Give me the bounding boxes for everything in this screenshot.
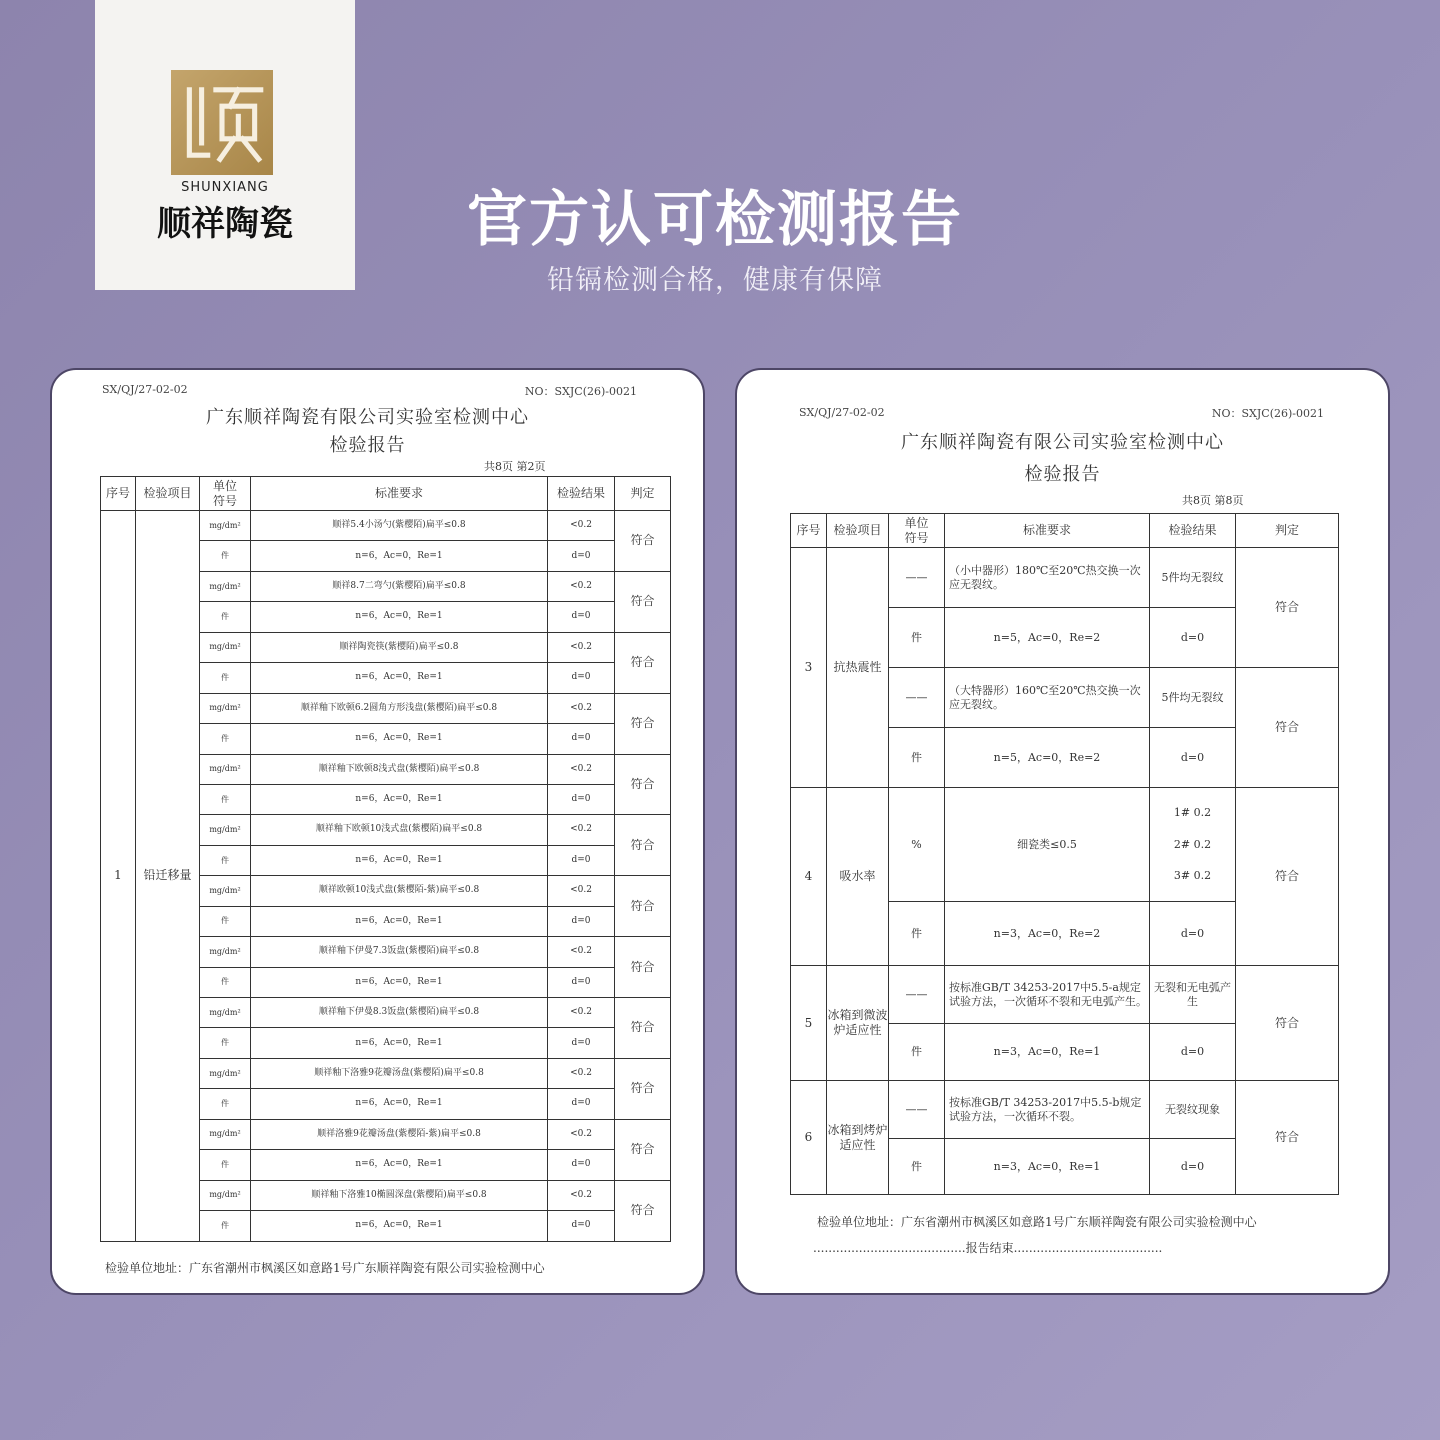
row-verdict: 符合 (1236, 668, 1339, 788)
row-requirement: 顺祥釉下伊曼7.3饭盘(紫樱陌)扁平≤0.8 (251, 937, 548, 967)
row-requirement: （大特器形）160℃至20℃热交换一次应无裂纹。 (945, 668, 1150, 728)
row-verdict: 符合 (615, 815, 671, 876)
row-requirement: n=6，Ac=0，Re=1 (251, 663, 548, 693)
table-row (791, 548, 1339, 608)
header-seq: 序号 (791, 514, 827, 548)
row-verdict: 符合 (1236, 548, 1339, 668)
row-result: <0.2 (548, 1119, 615, 1149)
row-result: d=0 (548, 602, 615, 632)
header-unit: 单位 符号 (889, 514, 945, 548)
right-report-card (735, 368, 1390, 1295)
doc-end-line (813, 1239, 1162, 1256)
row-requirement: n=6，Ac=0，Re=1 (251, 724, 548, 754)
row-verdict: 符合 (615, 1180, 671, 1241)
row-unit: mg/dm² (200, 937, 251, 967)
row-requirement: n=3，Ac=0，Re=1 (945, 1139, 1150, 1195)
row-result: <0.2 (548, 693, 615, 723)
row-result: d=0 (548, 1089, 615, 1119)
row-item: 冰箱到微波炉适应性 (827, 966, 889, 1081)
row-seq: 4 (791, 788, 827, 966)
row-requirement: n=6，Ac=0，Re=1 (251, 906, 548, 936)
row-unit: —— (889, 966, 945, 1024)
row-requirement: 顺祥欧顿10浅式盘(紫樱陌-紫)扁平≤0.8 (251, 876, 548, 906)
row-result: d=0 (1150, 1024, 1236, 1081)
row-unit: —— (889, 668, 945, 728)
row-unit: mg/dm² (200, 998, 251, 1028)
row-result: <0.2 (548, 876, 615, 906)
row-requirement: n=5，Ac=0，Re=2 (945, 608, 1150, 668)
row-result: d=0 (1150, 1139, 1236, 1195)
row-unit: 件 (889, 608, 945, 668)
row-requirement: 顺祥5.4小汤勺(紫樱陌)扁平≤0.8 (251, 511, 548, 541)
row-unit: 件 (200, 1211, 251, 1241)
row-verdict: 符合 (1236, 966, 1339, 1081)
page-subheadline: 铅镉检测合格，健康有保障 (547, 265, 883, 296)
brand-chinese-name: 顺祥陶瓷 (157, 204, 293, 244)
row-unit: 件 (200, 906, 251, 936)
brand-logo-panel (95, 0, 355, 290)
row-unit: 件 (889, 1024, 945, 1081)
doc-code: SX/QJ/27-02-02 (799, 406, 885, 419)
row-requirement: 顺祥釉下欧顿6.2圆角方形浅盘(紫樱陌)扁平≤0.8 (251, 693, 548, 723)
row-unit: 件 (200, 1089, 251, 1119)
row-result: d=0 (548, 724, 615, 754)
brand-latin-name: SHUNXIANG (181, 180, 269, 195)
brand-monogram-icon (171, 70, 273, 175)
doc-title: 广东顺祥陶瓷有限公司实验室检测中心 (901, 432, 1224, 453)
row-requirement: （小中器形）180℃至20℃热交换一次应无裂纹。 (945, 548, 1150, 608)
row-unit: 件 (889, 728, 945, 788)
doc-address: 检验单位地址：广东省潮州市枫溪区如意路1号广东顺祥陶瓷有限公司实验检测中心 (817, 1215, 1257, 1229)
row-requirement: n=6，Ac=0，Re=1 (251, 1089, 548, 1119)
row-result: 1# 0.2 (1173, 805, 1212, 819)
row-requirement: n=6，Ac=0，Re=1 (251, 784, 548, 814)
row-unit: mg/dm² (200, 1058, 251, 1088)
row-result: d=0 (1150, 608, 1236, 668)
doc-subtitle: 检验报告 (1024, 464, 1101, 485)
row-result: d=0 (548, 784, 615, 814)
row-unit: 件 (889, 902, 945, 966)
right-report-table (790, 513, 1339, 1195)
doc-page-indicator: 共8页 第2页 (484, 460, 546, 473)
row-result: <0.2 (548, 571, 615, 601)
row-verdict: 符合 (615, 937, 671, 998)
header-unit: 单位 符号 (200, 477, 251, 511)
row-result: d=0 (1150, 728, 1236, 788)
row-verdict: 符合 (1236, 788, 1339, 966)
row-requirement: 顺祥釉下洛雅9花瓣汤盘(紫樱陌)扁平≤0.8 (251, 1058, 548, 1088)
row-result: 2# 0.2 (1173, 837, 1212, 851)
doc-number: NO：SXJC(26)-0021 (524, 385, 637, 398)
row-verdict: 符合 (615, 1058, 671, 1119)
header-requirement: 标准要求 (945, 514, 1150, 548)
header-item: 检验项目 (136, 477, 200, 511)
table-row (101, 511, 671, 541)
doc-number: NO：SXJC(26)-0021 (1211, 407, 1324, 420)
row-requirement: n=5，Ac=0，Re=2 (945, 728, 1150, 788)
row-result: 5件均无裂纹 (1150, 668, 1236, 728)
row-unit: mg/dm² (200, 876, 251, 906)
row-verdict: 符合 (615, 876, 671, 937)
row-item: 冰箱到烤炉适应性 (827, 1081, 889, 1195)
row-requirement: 顺祥釉下欧顿10浅式盘(紫樱陌)扁平≤0.8 (251, 815, 548, 845)
row-requirement: 按标准GB/T 34253-2017中5.5-b规定试验方法，一次循环不裂。 (945, 1081, 1150, 1139)
row-seq: 1 (101, 511, 136, 1242)
row-result: 3# 0.2 (1173, 869, 1212, 883)
row-requirement: n=6，Ac=0，Re=1 (251, 845, 548, 875)
row-requirement: 顺祥8.7二弯勺(紫樱陌)扁平≤0.8 (251, 571, 548, 601)
row-result: <0.2 (548, 1180, 615, 1210)
row-requirement: 顺祥釉下洛雅10椭圆深盘(紫樱陌)扁平≤0.8 (251, 1180, 548, 1210)
row-result: d=0 (548, 1211, 615, 1241)
row-requirement: n=3，Ac=0，Re=2 (945, 902, 1150, 966)
row-result: d=0 (548, 663, 615, 693)
row-unit: mg/dm² (200, 632, 251, 662)
row-unit: 件 (200, 845, 251, 875)
row-requirement: n=6，Ac=0，Re=1 (251, 1211, 548, 1241)
dotted-leader: ....................................... (1013, 1241, 1163, 1255)
row-result: d=0 (548, 906, 615, 936)
row-result: <0.2 (548, 754, 615, 784)
row-result: d=0 (548, 541, 615, 571)
table-header-row (101, 477, 671, 511)
row-requirement: 细瓷类≤0.5 (945, 788, 1150, 902)
row-verdict: 符合 (615, 754, 671, 815)
header-verdict: 判定 (615, 477, 671, 511)
row-requirement: n=6，Ac=0，Re=1 (251, 541, 548, 571)
header-verdict: 判定 (1236, 514, 1339, 548)
doc-title: 广东顺祥陶瓷有限公司实验室检测中心 (206, 407, 529, 428)
row-seq: 3 (791, 548, 827, 788)
row-result: d=0 (548, 1150, 615, 1180)
row-requirement: n=6，Ac=0，Re=1 (251, 602, 548, 632)
row-item: 吸水率 (827, 788, 889, 966)
row-requirement: 顺祥陶瓷筷(紫樱陌)扁平≤0.8 (251, 632, 548, 662)
row-unit: 件 (200, 967, 251, 997)
brand-logo-mark (171, 70, 273, 175)
row-verdict: 符合 (615, 693, 671, 754)
row-result: <0.2 (548, 998, 615, 1028)
table-row (791, 788, 1339, 902)
row-result: <0.2 (548, 511, 615, 541)
row-requirement: 按标准GB/T 34253-2017中5.5-a规定试验方法，一次循环不裂和无电弧产生。 (945, 966, 1150, 1024)
row-item: 抗热震性 (827, 548, 889, 788)
row-unit: 件 (889, 1139, 945, 1195)
row-requirement: n=6，Ac=0，Re=1 (251, 967, 548, 997)
row-requirement: n=6，Ac=0，Re=1 (251, 1028, 548, 1058)
doc-code: SX/QJ/27-02-02 (102, 383, 188, 396)
row-unit: 件 (200, 1028, 251, 1058)
row-result: 无裂和无电弧产生 (1150, 966, 1236, 1024)
doc-end-text: 报告结束 (965, 1241, 1014, 1255)
row-result: <0.2 (548, 1058, 615, 1088)
row-result-list (1150, 788, 1236, 902)
row-unit: mg/dm² (200, 1180, 251, 1210)
row-result: d=0 (548, 967, 615, 997)
row-unit: 件 (200, 663, 251, 693)
header-requirement: 标准要求 (251, 477, 548, 511)
row-verdict: 符合 (615, 571, 671, 632)
table-row (791, 1081, 1339, 1139)
row-result: d=0 (548, 845, 615, 875)
table-header-row (791, 514, 1339, 548)
row-verdict: 符合 (1236, 1081, 1339, 1195)
left-report-body (101, 511, 671, 1242)
row-unit: 件 (200, 784, 251, 814)
row-unit: mg/dm² (200, 815, 251, 845)
row-unit: mg/dm² (200, 693, 251, 723)
row-requirement: 顺祥釉下伊曼8.3饭盘(紫樱陌)扁平≤0.8 (251, 998, 548, 1028)
row-unit: mg/dm² (200, 571, 251, 601)
row-verdict: 符合 (615, 1119, 671, 1180)
row-requirement: 顺祥洛雅9花瓣汤盘(紫樱陌-紫)扁平≤0.8 (251, 1119, 548, 1149)
dotted-leader: ........................................ (813, 1241, 966, 1255)
row-result: d=0 (548, 1028, 615, 1058)
header-seq: 序号 (101, 477, 136, 511)
row-unit: 件 (200, 1150, 251, 1180)
row-seq: 6 (791, 1081, 827, 1195)
row-unit: 件 (200, 724, 251, 754)
row-seq: 5 (791, 966, 827, 1081)
left-report-table (100, 476, 671, 1242)
table-row (791, 966, 1339, 1024)
row-requirement: n=3，Ac=0，Re=1 (945, 1024, 1150, 1081)
row-unit: mg/dm² (200, 511, 251, 541)
row-unit: mg/dm² (200, 1119, 251, 1149)
row-verdict: 符合 (615, 511, 671, 572)
header-result: 检验结果 (1150, 514, 1236, 548)
row-unit: mg/dm² (200, 754, 251, 784)
row-unit: % (889, 788, 945, 902)
doc-page-indicator: 共8页 第8页 (1182, 494, 1244, 507)
row-result: 无裂纹现象 (1150, 1081, 1236, 1139)
row-result: <0.2 (548, 815, 615, 845)
header-item: 检验项目 (827, 514, 889, 548)
row-result: <0.2 (548, 632, 615, 662)
row-requirement: 顺祥釉下欧顿8浅式盘(紫樱陌)扁平≤0.8 (251, 754, 548, 784)
row-result: d=0 (1150, 902, 1236, 966)
row-result: 5件均无裂纹 (1150, 548, 1236, 608)
doc-subtitle: 检验报告 (329, 435, 406, 456)
doc-address: 检验单位地址：广东省潮州市枫溪区如意路1号广东顺祥陶瓷有限公司实验检测中心 (105, 1261, 545, 1275)
left-report-card (50, 368, 705, 1295)
row-verdict: 符合 (615, 632, 671, 693)
row-unit: 件 (200, 602, 251, 632)
row-result: <0.2 (548, 937, 615, 967)
header-result: 检验结果 (548, 477, 615, 511)
right-report-body (791, 548, 1339, 1195)
row-requirement: n=6，Ac=0，Re=1 (251, 1150, 548, 1180)
row-unit: 件 (200, 541, 251, 571)
row-verdict: 符合 (615, 998, 671, 1059)
row-item: 铅迁移量 (136, 511, 200, 1242)
page-headline: 官方认可检测报告 (467, 185, 963, 255)
row-unit: —— (889, 1081, 945, 1139)
row-unit: —— (889, 548, 945, 608)
